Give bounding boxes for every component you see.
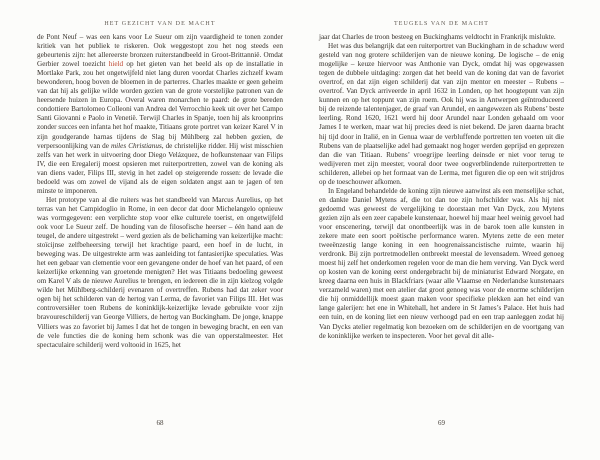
text-run: Het was dus belangrijk dat een ruiterportret van Buckingham in de schaduw werd gesteld van nog grotere schilderijen van de nieuwe koning. De logische – de enig mogelijke – keuze hiervoor was Anthonie van Dyck, omdat hij was opgewassen tegen de dubbele uitdaging: zorgen dat het beeld van de koning dat van de favoriet overtrof, en dat zijn eigen schilderij dat van zijn mentor en meester – Rubens – overtrof. Van Dyck arriveerde in april 1632 in Londen, op het hoogtepunt van zijn kunnen en op het toppunt van zijn roem. Ook hij was in Antwerpen geïntroduceerd bij de reizende talentenjager, de graaf van Arundel, en aangewezen als Rubens’ beste leerling. Rond 1620, 1621 werd hij door Arundel naar Londen gehaald om voor James I te werken, maar wat hij precies deed is niet bekend. De jaren daarna bracht hij tijd door in Italië, en in Genua waar de verbluffende portretten ten voeten uit die Rubens van de plaatselijke adel had gemaakt nog hoger werden geprijsd en geprezen dan die van Titiaan. Rubens’ vroegrijpe leerling deinsde er niet voor terug te wedijveren met zijn meester, vooral door twee oogverblindende ruiterportretten te schilderen, allebei op het formaat van de Lerma, met figuren die op een wit strijdros op de toeschouwer afkomen. [319, 42, 564, 186]
left-running-header: HET GEZICHT VAN DE MACHT [104, 21, 216, 27]
text-run: , de christelijke ridder. Hij wist misschien zelfs van het werk in uitvoering door Diego Velázquez, de hofkunstenaar van Filips IV, die een Eregalerij moest opsieren met ruiterportretten, zowel van de koning als van diens vader, Filips III, stevig in het zadel op steigerende rossen: de levade die bedoeld was om zowel de vijand als de eigen soldaten angst aan te jagen of ten minste te imponeren. [37, 141, 283, 195]
paragraph [319, 42, 564, 187]
text-run: op het gieten van het beeld als op de installatie in Mortlake Park, zou het ongetwijfeld niet lang duren voordat Charles zichzelf kwam bewonderen, hoog boven de bloemen in de parterres. Charles maakte er geen geheim van dat hij als gelijke wilde worden gezien van de grote vorstelijke patronen van de heersende huizen in Europa. Overal waren monarchen te paard: de grote bereden condottiere Bartolomeo Colleoni van Andrea del Verrocchio keek uit over het Campo Santi Giovanni e Paolo in Venetië. Terwijl Charles in Spanje, toen hij als kroonprins zonder succes een infanta het hof maakte, Titiaans grote portret van keizer Karel V in zijn goudgerande harnas tijdens de Slag bij Mühlberg zal hebben gezien, de verpersoonlijking van de [37, 60, 284, 150]
text-run: de Pont Neuf – was een kans voor Le Sueur om zijn vaardigheid te tonen zonder kritiek van het publiek te riskeren. Ook weggestopt zou het nog steeds een gebeurtenis zijn: het allereerste bronzen ruiterstandbeeld in Groot-Brittannië. Omdat Gerbier zowel toezicht [37, 33, 283, 69]
accent-text-run: hield [108, 60, 124, 69]
italic-text-run: miles Christianus [110, 141, 162, 150]
paragraph [37, 33, 283, 196]
page-right [319, 0, 564, 460]
text-run: In Engeland behandelde de koning zijn nieuwe aanwinst als een menselijke schat, en dankte Daniel Mytens af, die tot dan toe zijn hofschilder was. Als hij niet gedoemd was geweest de vergelijking te doorstaan met Van Dyck, zou Mytens gezien zijn als een zeer capabele kunstenaar, hoewel hij maar heel weinig gevoel had voor enscenering, terwijl dat onontbeerlijk was in de barok toen alle kunsten in zekere mate een soort poëtische performance waren. Mytens zette de een meter tweeënzestig lange koning in een hoogrenaissancistische ruimte, waarin hij verdronk. Bij zijn portretmodellen ontbreekt meestal de levensadem. Wreed genoeg moest hij zelf het onderkomen regelen voor de man die hem verving. Van Dyck werd op kosten van de koning eerst ondergebracht bij de miniaturist Edward Norgate, en kreeg daarna een huis in Blackfriars (waar alle Vlaamse en Nederlandse kunstenaars verzameld waren) met een atelier dat groot genoeg was voor de enorme schilderijen die hij onmiddellijk moest gaan maken voor specifieke plekken aan het eind van lange galerijen: het ene in Whitehall, het andere in St James’s Palace. Het huis had een tuin, en de koning liet een nieuw verhoogd pad en een trap aanleggen zodat hij Van Dycks atelier regelmatig kon bezoeken om de schilderijen en de voortgang van de koninklijke werken te inspecteren. Voor het geval dit alle- [319, 186, 564, 340]
left-page-text [37, 33, 283, 350]
right-page-text [319, 33, 564, 341]
right-running-header: TEUGELS VAN DE MACHT [394, 21, 489, 27]
left-page-number: 68 [156, 419, 164, 427]
paragraph [319, 33, 564, 42]
text-run: jaar dat Charles de troon besteeg en Buckinghams veldtocht in Frankrijk mislukte. [319, 33, 556, 41]
text-run: Het prototype van al die ruiters was het standbeeld van Marcus Aurelius, op het terras van het Campidoglio in Rome, in een decor dat door Michelangelo opnieuw was vormgegeven: een verplichte stop voor elke culturele toerist, en ongetwijfeld ook voor Le Sueur zelf. De houding van de filosofische heerser – één hand aan de teugel, de andere uitgestrekt – werd gezien als de belichaming van keizerlijke macht: stoïcijnse zelfbeheersing terwijl het krachtige paard, een hoef in de lucht, in beweging was. De uitgestrekte arm was aanleiding tot fantasierijke speculaties. Was het een gebaar van clementie voor een gevangene onder de hoef van het paard, of een keizerlijke erkenning van groetende menigten? Het was Titiaans bedoeling geweest om Karel V als de nieuwe Aurelius te brengen, en iedereen die in zijn kielzog volgde wilde het Mühlberg-schilderij evenaren of overtreffen. Rubens had dat zeker voor ogen bij het schilderen van de hertog van Lerma, de favoriet van Filips III. Het was controversiëler toen Rubens de koninklijk-keizerlijke levade gebruikte voor zijn bravoureschilderij van George Villiers, de hertog van Buckingham. De jonge, knappe Villiers was zo favoriet bij James I dat het de tongen in beweging bracht, en een van de vele functies die de koning hem schonk was die van opperstalmeester. Het spectaculaire schilderij werd voltooid in 1625, het [37, 195, 283, 349]
paragraph [37, 196, 283, 350]
paragraph [319, 187, 564, 341]
right-page-number: 69 [438, 419, 445, 427]
page-left [37, 0, 283, 460]
